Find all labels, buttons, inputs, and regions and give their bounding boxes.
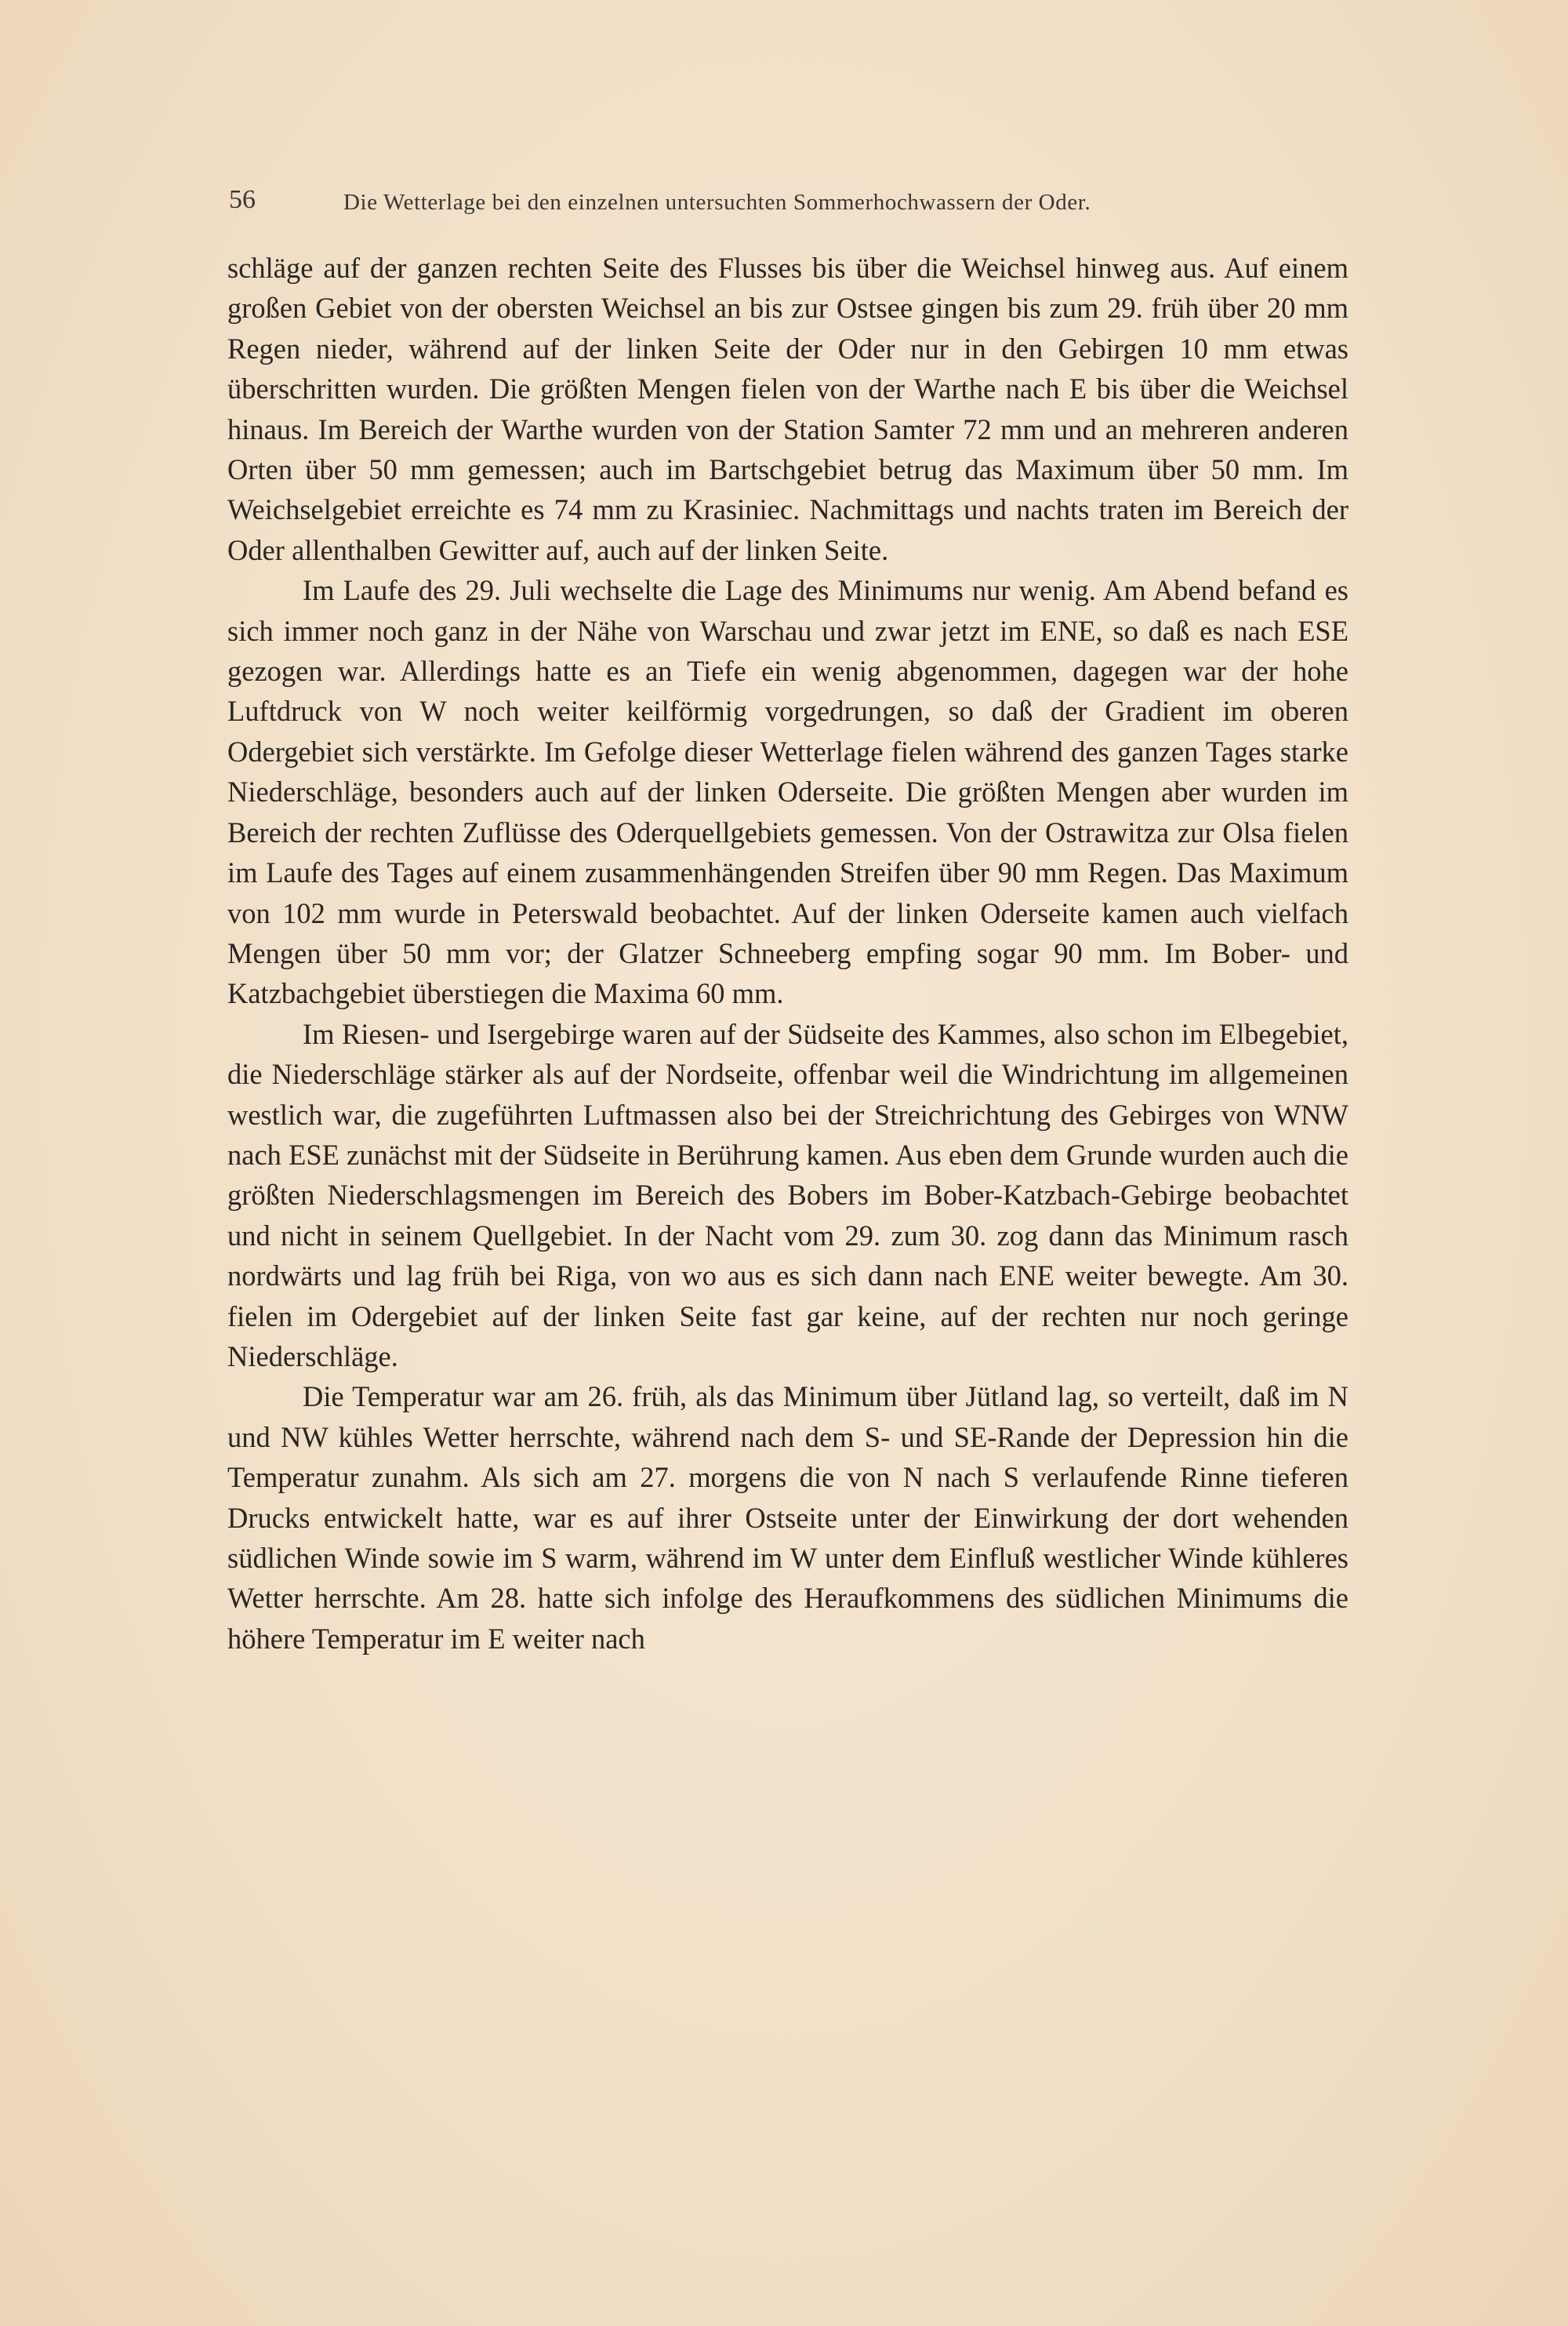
paragraph: Im Riesen- und Isergebirge waren auf der Südseite des Kammes, also schon im Elbegebiet, die Niederschläge stärker als auf der Nordseite, offenbar weil die Windrichtung im allgemeinen westlich war, die zugeführten Luftmassen also bei der Streichrichtung des Gebirges von WNW nach ESE zunächst mit der Südseite in Berührung kamen. Aus eben dem Grunde wurden auch die größten Niederschlagsmengen im Bereich des Bobers im Bober-Katzbach-Gebirge beobachtet und nicht in seinem Quellgebiet. In der Nacht vom 29. zum 30. zog dann das Minimum rasch nordwärts und lag früh bei Riga, von wo aus es sich dann nach ENE weiter bewegte. Am 30. fielen im Odergebiet auf der linken Seite fast gar keine, auf der rechten nur noch geringe Niederschläge. xyxy=(227,1017,1348,1372)
page-header xyxy=(229,185,1245,232)
page-number: 56 xyxy=(229,185,256,214)
paragraph: schläge auf der ganzen rechten Seite des Flusses bis über die Weichsel hinweg aus. Auf einem großen Gebiet von der obersten Weichsel an bis zur Ostsee gingen bis zum 29. früh über 20 mm Regen nieder, während auf der linken Seite der Oder nur in den Gebirgen 10 mm etwas überschritten wurden. Die größten Mengen fielen von der Warthe nach E bis über die Weichsel hinaus. Im Bereich der Warthe wurden von der Station Samter 72 mm und an mehreren anderen Orten über 50 mm gemessen; auch im Bartschgebiet betrug das Maximum über 50 mm. Im Weichselgebiet erreichte es 74 mm zu Krasiniec. Nachmittags und nachts traten im Bereich der Oder allenthalben Gewitter auf, auch auf der linken Seite. xyxy=(227,252,1348,566)
running-head: Die Wetterlage bei den einzelnen untersuchten Sommerhochwassern der Oder. xyxy=(343,190,1091,215)
paragraph: Im Laufe des 29. Juli wechselte die Lage des Minimums nur wenig. Am Abend befand es sich immer noch ganz in der Nähe von Warschau und zwar jetzt im ENE, so daß es nach ESE gezogen war. Allerdings hatte es an Tiefe ein wenig abgenommen, dagegen war der hohe Luftdruck von W noch weiter keilförmig vorgedrungen, so daß der Gradient im oberen Odergebiet sich verstärkte. Im Gefolge dieser Wetterlage fielen während des ganzen Tages starke Niederschläge, besonders auch auf der linken Oderseite. Die größten Mengen aber wurden im Bereich der rechten Zuflüsse des Oderquellgebiets gemessen. Von der Ostrawitza zur Olsa fielen im Laufe des Tages auf einem zusammenhängenden Streifen über 90 mm Regen. Das Maximum von 102 mm wurde in Peterswald beobachtet. Auf der linken Oderseite kamen auch vielfach Mengen über 50 mm vor; der Glatzer Schneeberg empfing sogar 90 mm. Im Bober- und Katzbachgebiet überstiegen die Maxima 60 mm. xyxy=(227,574,1348,1010)
body-text xyxy=(227,248,1348,1659)
paragraph: Die Temperatur war am 26. früh, als das Minimum über Jütland lag, so verteilt, daß im N und NW kühles Wetter herrschte, während nach dem S- und SE-Rande der Depression hin die Temperatur zunahm. Als sich am 27. morgens die von N nach S verlaufende Rinne tieferen Drucks entwickelt hatte, war es auf ihrer Ostseite unter der Einwirkung der dort wehenden südlichen Winde sowie im S warm, während im W unter dem Einfluß westlicher Winde kühleres Wetter herrschte. Am 28. hatte sich infolge des Heraufkommens des südlichen Minimums die höhere Temperatur im E weiter nach xyxy=(227,1380,1348,1655)
